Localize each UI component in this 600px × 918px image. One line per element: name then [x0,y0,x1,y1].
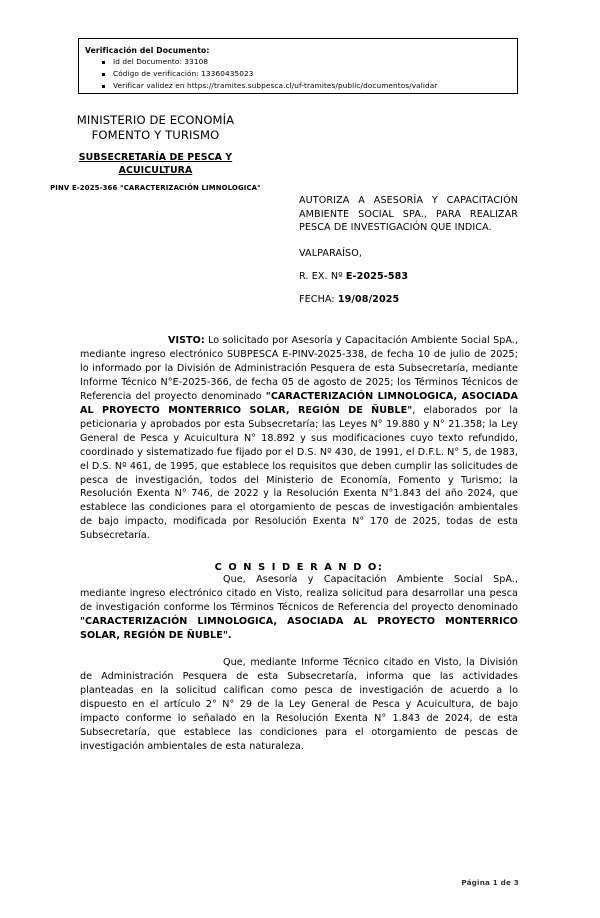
verification-list [85,56,517,91]
visto-paragraph [80,334,518,543]
subsecretaria-line-2: ACUICULTURA [118,164,193,176]
verification-item-document-id: Id del Documento: 33108 [113,56,517,68]
resolution-number-label: R. EX. Nº [299,270,346,282]
project-code: PINV E-2025-366 "CARACTERIZACIÓN LIMNOLOGICA" [50,184,261,193]
verification-title: Verificación del Documento: [85,46,210,55]
visto-text-a: Lo solicitado por Asesoría y Capacitación Ambiente Social SpA., mediante ingreso electrónico SUBPESCA E-PINV-2025-338, de fecha 10 de julio de 2025; lo informado por la División de Administración Pesquera de esta Subsecretaría, mediante Informe Técnico N°E-2025-366, de fecha 05 de agosto de 2025; los Términos Técnicos de Referencia del proyecto denominado [80,335,518,402]
resolution-number-line [299,271,518,282]
subsecretaria-line-1: SUBSECRETARÍA DE PESCA Y [78,152,233,164]
paragraph-1-text: Que, Asesoría y Capacitación Ambiente Social SpA., mediante ingreso electrónico citado en Visto, realiza solicitud para desarrollar una pesca de investigación conforme los Términos Técnicos de Referencia del proyecto denominado [80,574,518,614]
resolution-subject: AUTORIZA A ASESORÍA Y CAPACITACIÓN AMBIENTE SOCIAL SPA., PARA REALIZAR PESCA DE INVESTIGACIÓN QUE INDICA. [299,195,518,234]
verification-content [79,39,517,92]
resolution-city: VALPARAÍSO, [299,247,363,259]
document-body [80,334,518,754]
resolution-heading [299,194,518,305]
subsecretaria-name [34,152,277,177]
paragraph-1-project-title: "CARACTERIZACIÓN LIMNOLOGICA, ASOCIADA AL PROYECTO MONTERRICO SOLAR, REGIÓN DE ÑUBLE". [80,616,518,642]
page-footer: Página 1 de 3 [461,878,519,887]
ministry-name [34,113,277,143]
verification-item-url[interactable]: Verificar validez en https://tramites.subpesca.cl/uf-tramites/public/documentos/validar [113,80,517,92]
visto-label: VISTO: [168,335,205,346]
visto-project-title: "CARACTERIZACIÓN LIMNOLOGICA, ASOCIADA AL PROYECTO MONTERRICO SOLAR, REGIÓN DE ÑUBLE" [80,390,518,416]
visto-text-b: , elaborados por la peticionaria y aprobados por esta Subsecretaría; las Leyes N° 19.880 y N° 21.358; la Ley General de Pesca y Acuicultura N° 18.892 y sus modificaciones cuyo texto refundido, coordinado y sistematizado fue fijado por el D.S. Nº 430, de 1991, el D.F.L. N° 5, de 1983, el D.S. Nº 461, de 1995, que establece los requisitos que deben cumplir las solicitudes de pesca de investigación, todos del Ministerio de Economía, Fomento y Turismo; la Resolución Exenta N° 746, de 2022 y la Resolución Exenta N°1.843 del año 2024, que establece las condiciones para el otorgamiento de pescas de investigación ambientales de bajo impacto, modificada por Resolución Exenta N° 170 de 2025, todas de esta Subsecretaría. [80,404,518,542]
verification-item-code: Código de verificación: 13360435023 [113,68,517,80]
resolution-date-value: 19/08/2025 [337,293,400,305]
considerando-paragraph-1 [80,573,518,643]
considerando-heading: C O N S I D E R A N D O: [214,562,384,574]
paragraph-2-text: Que, mediante Informe Técnico citado en Visto, la División de Administración Pesquera de esta Subsecretaría, informa que las actividades planteadas en la solicitud califican como pesca de investigación de acuerdo a lo dispuesto en el artículo 2° N° 29 de la Ley General de Pesca y Acuicultura, de bajo impacto conforme lo señalado en la Resolución Exenta N° 1.843 de 2024, de esta Subsecretaría, que establece las condiciones para el otorgamiento de pescas de investigación ambientales de esta naturaleza. [80,657,518,752]
letterhead [34,113,277,194]
resolution-date-line [299,294,518,305]
considerando-paragraph-2 [80,656,518,754]
resolution-date-label: FECHA: [299,293,338,305]
ministry-line-2: FOMENTO Y TURISMO [91,128,220,143]
verification-box [78,38,518,94]
ministry-line-1: MINISTERIO DE ECONOMÍA [76,113,235,127]
resolution-number-value: E-2025-583 [345,270,409,282]
